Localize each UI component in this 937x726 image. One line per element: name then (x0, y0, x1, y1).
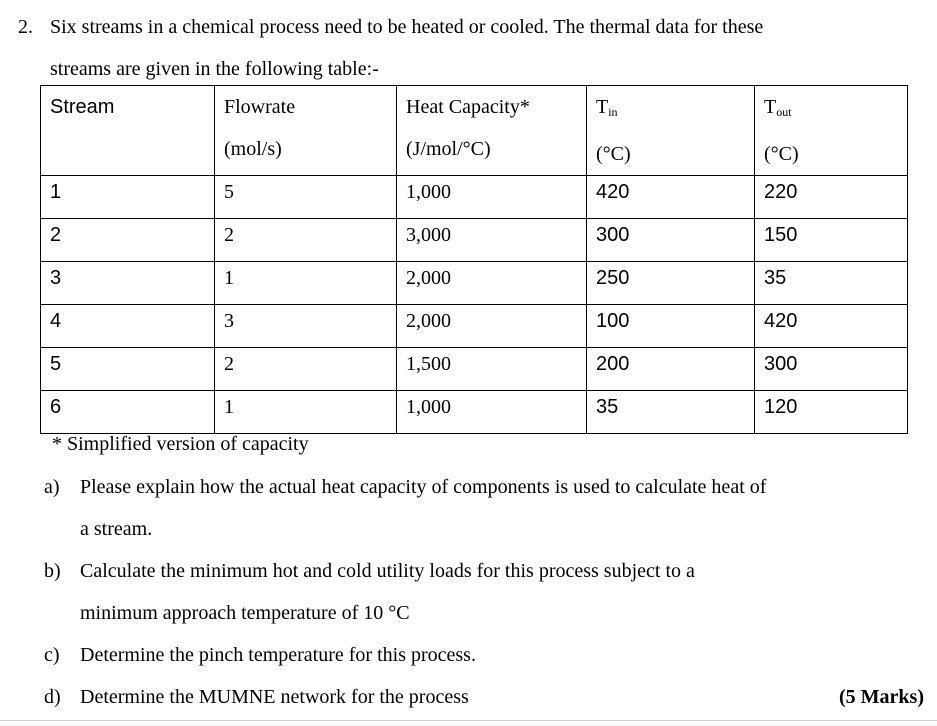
part-text-line: Calculate the minimum hot and cold utility loads for this process subject to a (80, 560, 695, 582)
cell-stream: 2 (41, 219, 215, 262)
header-tin: $T_{in}$ (°C) (587, 86, 755, 176)
cell-tout: 420 (755, 305, 908, 348)
cell-heat-capacity: 1,000 (397, 176, 587, 219)
cell-tout: 35 (755, 262, 908, 305)
part-text-line: Determine the pinch temperature for this process. (80, 644, 476, 666)
cell-flowrate: 3 (215, 305, 397, 348)
question-intro-line-2: streams are given in the following table:- (50, 58, 379, 80)
cell-stream: 1 (41, 176, 215, 219)
cell-heat-capacity: 1,500 (397, 348, 587, 391)
cell-tin: 35 (587, 391, 755, 434)
table-footnote: * Simplified version of capacity (52, 433, 309, 455)
cell-tin: 300 (587, 219, 755, 262)
page-divider (0, 720, 937, 721)
cell-heat-capacity: 1,000 (397, 391, 587, 434)
header-stream: Stream (41, 86, 215, 176)
cell-stream: 6 (41, 391, 215, 434)
cell-tin: 200 (587, 348, 755, 391)
part-b (44, 550, 924, 634)
marks-label: (5 Marks) (839, 686, 924, 708)
question-header (18, 6, 923, 90)
part-label: c) (44, 644, 60, 666)
part-text-line: a stream. (80, 518, 153, 540)
cell-tout: 220 (755, 176, 908, 219)
header-flowrate: Flowrate (mol/s) (215, 86, 397, 176)
cell-tout: 150 (755, 219, 908, 262)
cell-flowrate: 2 (215, 348, 397, 391)
table-row (41, 176, 908, 219)
cell-flowrate: 1 (215, 262, 397, 305)
header-tout: $T_{out}$ (°C) (755, 86, 908, 176)
part-c (44, 634, 924, 676)
cell-stream: 3 (41, 262, 215, 305)
part-text-line: Please explain how the actual heat capacity of components is used to calculate heat of (80, 476, 767, 498)
cell-flowrate: 1 (215, 391, 397, 434)
part-text-line: minimum approach temperature of 10 °C (80, 602, 410, 624)
table-row (41, 219, 908, 262)
cell-heat-capacity: 2,000 (397, 305, 587, 348)
table-row (41, 262, 908, 305)
question-number: 2. (18, 16, 33, 38)
cell-tout: 120 (755, 391, 908, 434)
header-heat-capacity: Heat Capacity* (J/mol/°C) (397, 86, 587, 176)
thermal-data-table (40, 85, 908, 434)
question-intro-line-1 (18, 6, 923, 48)
cell-flowrate: 2 (215, 219, 397, 262)
part-label: b) (44, 560, 61, 582)
part-a (44, 466, 924, 550)
cell-tin: 250 (587, 262, 755, 305)
part-d (44, 676, 924, 718)
cell-tout: 300 (755, 348, 908, 391)
cell-tin: 100 (587, 305, 755, 348)
cell-stream: 4 (41, 305, 215, 348)
part-label: a) (44, 476, 60, 498)
cell-flowrate: 5 (215, 176, 397, 219)
table-header-row (41, 86, 908, 176)
question-intro-text: Six streams in a chemical process need to be heated or cooled. The thermal data for these (50, 16, 764, 38)
table-row (41, 348, 908, 391)
part-label: d) (44, 686, 61, 708)
part-text-line: Determine the MUMNE network for the process (80, 686, 469, 708)
cell-heat-capacity: 2,000 (397, 262, 587, 305)
table-row (41, 305, 908, 348)
question-parts (44, 466, 924, 718)
cell-tin: 420 (587, 176, 755, 219)
cell-stream: 5 (41, 348, 215, 391)
cell-heat-capacity: 3,000 (397, 219, 587, 262)
